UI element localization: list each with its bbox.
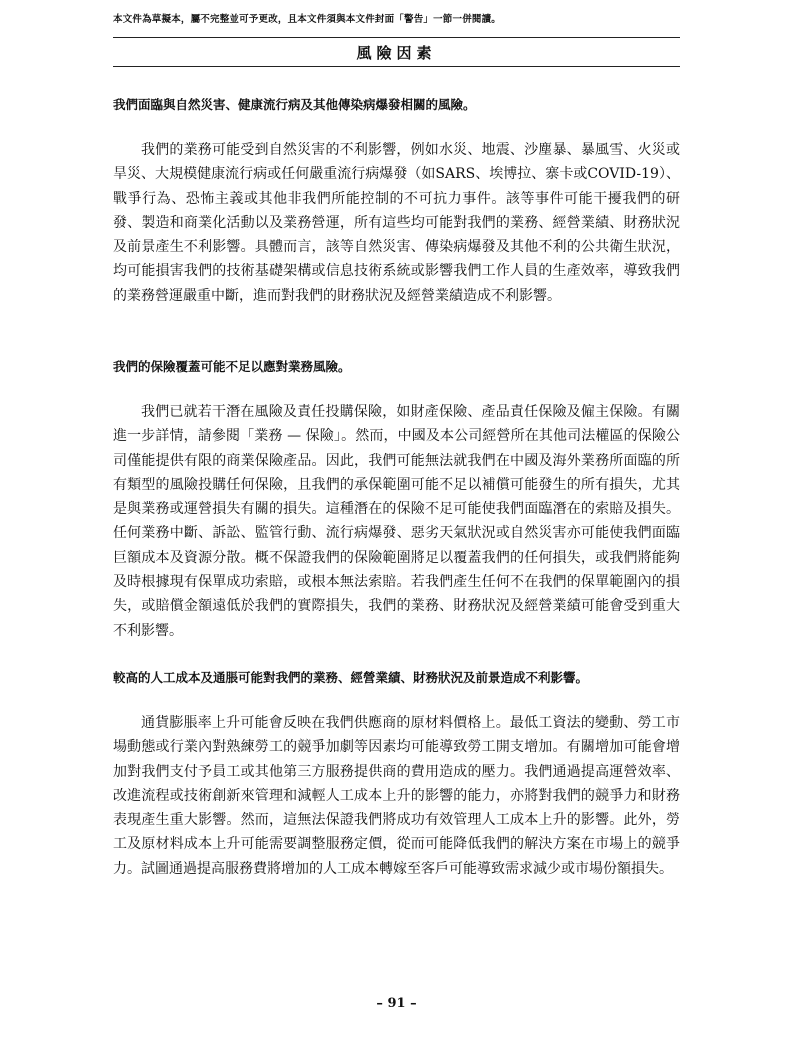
header-bottom-rule [113,66,680,67]
risk-body-natural-disasters: 我們的業務可能受到自然災害的不利影響，例如水災、地震、沙塵暴、暴風雪、火災或旱災、大規模健康流行病或任何嚴重流行病爆發（如SARS、埃博拉、寨卡或COVID-19）、戰爭行為、恐怖主義或其他非我們所能控制的不可抗力事件。該等事件可能干擾我們的研發、製造和商業化活動以及業務營運，所有這些均可能對我們的業務、經營業績、財務狀況及前景產生不利影響。具體而言，該等自然災害、傳染病爆發及其他不利的公共衛生狀況，均可能損害我們的技術基礎架構或信息技術系統或影響我們工作人員的生產效率，導致我們的業務營運嚴重中斷，進而對我們的財務狀況及經營業績造成不利影響。 [113,142,680,304]
risk-heading-natural-disasters: 我們面臨與自然災害、健康流行病及其他傳染病爆發相關的風險。 [113,97,476,112]
page-number: – 91 – [376,996,417,1011]
page-title: 風險因素 [356,44,437,62]
header-top-rule [113,37,680,38]
risk-heading-labor-costs: 較高的人工成本及通脹可能對我們的業務、經營業績、財務狀況及前景造成不利影響。 [113,670,589,685]
risk-heading-insurance: 我們的保險覆蓋可能不足以應對業務風險。 [113,359,351,374]
risk-body-insurance: 我們已就若干潛在風險及責任投購保險，如財產保險、產品責任保險及僱主保險。有關進一步詳情，請參閱「業務 — 保險」。然而，中國及本公司經營所在其他司法權區的保險公司僅能提供有限的商業保險產品。因此，我們可能無法就我們在中國及海外業務所面臨的所有類型的風險投購任何保險，且我們的承保範圍可能不足以補償可能發生的所有損失，尤其是與業務或運營損失有關的損失。這種潛在的保險不足可能使我們面臨潛在的索賠及損失。任何業務中斷、訴訟、監管行動、流行病爆發、惡劣天氣狀況或自然災害亦可能使我們面臨巨額成本及資源分散。概不保證我們的保險範圍將足以覆蓋我們的任何損失，或我們將能夠及時根據現有保單成功索賠，或根本無法索賠。若我們產生任何不在我們的保單範圍內的損失，或賠償金額遠低於我們的實際損失，我們的業務、財務狀況及經營業績可能會受到重大不利影響。 [113,404,680,639]
risk-body-labor-costs: 通貨膨脹率上升可能會反映在我們供應商的原材料價格上。最低工資法的變動、勞工市場動態或行業內對熟練勞工的競爭加劇等因素均可能導致勞工開支增加。有關增加可能會增加對我們支付予員工或其他第三方服務提供商的費用造成的壓力。我們通過提高運營效率、改進流程或技術創新來管理和減輕人工成本上升的影響的能力，亦將對我們的競爭力和財務表現產生重大影響。然而，這無法保證我們將成功有效管理人工成本上升的影響。此外，勞工及原材料成本上升可能需要調整服務定價，從而可能降低我們的解決方案在市場上的競爭力。試圖通過提高服務費將增加的人工成本轉嫁至客戶可能導致需求減少或市場份額損失。 [113,715,680,877]
draft-disclaimer: 本文件為草擬本，屬不完整並可予更改，且本文件須與本文件封面「警告」一節一併閱讀。 [113,14,502,25]
